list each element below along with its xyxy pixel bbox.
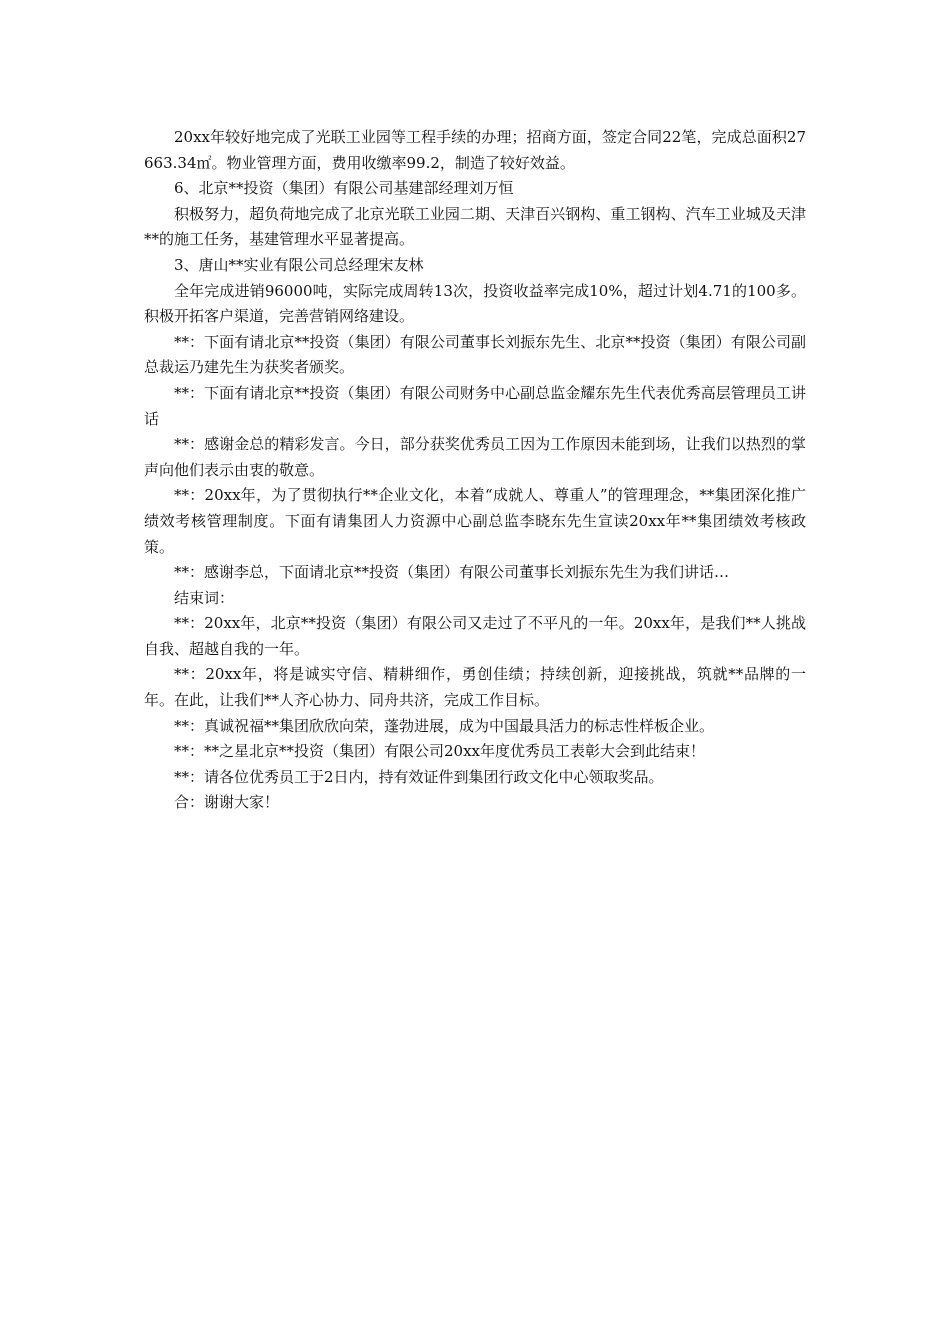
paragraph-thanks: **：感谢金总的精彩发言。今日，部分获奖优秀员工因为工作原因未能到场，让我们以热烈的掌声向他们表示由衷的敬意。	[144, 435, 806, 479]
paragraph-speech-invitation: **：下面有请北京**投资（集团）有限公司财务中心副总监金耀东先生代表优秀高层管理员工讲话	[144, 383, 806, 428]
paragraph-awardee-3: 全年完成进销96000吨，实际完成周转13次，投资收益率完成10%，超过计划4.71的100多。积极开拓客户渠道，完善营销网络建设。	[144, 281, 806, 326]
paragraph-closing-3: **：真诚祝福**集团欣欣向荣，蓬勃进展，成为中国最具活力的标志性样板企业。	[174, 716, 715, 735]
heading-awardee-6: 6、北京**投资（集团）有限公司基建部经理刘万恒	[174, 179, 514, 198]
paragraph-chairman-speech: **：感谢李总，下面请北京**投资（集团）有限公司董事长刘振东先生为我们讲话…	[174, 563, 730, 582]
paragraph-award-presentation: **：下面有请北京**投资（集团）有限公司董事长刘振东先生、北京**投资（集团）有限公司副总裁运乃建先生为获奖者颁奖。	[144, 332, 806, 377]
heading-closing: 结束词：	[174, 588, 235, 607]
heading-awardee-3: 3、唐山**实业有限公司总经理宋友林	[174, 255, 424, 274]
paragraph-closing-4: **：**之星北京**投资（集团）有限公司20xx年度优秀员工表彰大会到此结束！	[174, 742, 706, 761]
paragraph-closing-1: **：20xx年，北京**投资（集团）有限公司又走过了不平凡的一年。20xx年，是我们**人挑战自我、超越自我的一年。	[144, 614, 806, 658]
paragraph-awardee-6: 积极努力，超负荷地完成了北京光联工业园二期、天津百兴钢构、重工钢构、汽车工业城及天津**的施工任务，基建管理水平显著提高。	[144, 204, 806, 249]
document-body	[144, 125, 806, 816]
paragraph-closing-6: 合：谢谢大家！	[174, 793, 280, 812]
paragraph-performance-policy: **：20xx年，为了贯彻执行**企业文化，本着“成就人、尊重人”的管理理念，**集团深化推广绩效考核管理制度。下面有请集团人力资源中心副总监李晓东先生宣读20xx年**集团绩效考核政策。	[144, 486, 806, 556]
paragraph-investment-summary: 20xx年较好地完成了光联工业园等工程手续的办理；招商方面，签定合同22笔，完成总面积27663.34㎡。物业管理方面，费用收缴率99.2，制造了较好效益。	[144, 128, 806, 172]
paragraph-closing-2: **：20xx年，将是诚实守信、精耕细作，勇创佳绩；持续创新，迎接挑战，筑就**品牌的一年。在此，让我们**人齐心协力、同舟共济，完成工作目标。	[144, 665, 806, 710]
paragraph-closing-5: **：请各位优秀员工于2日内，持有效证件到集团行政文化中心领取奖品。	[174, 767, 664, 786]
